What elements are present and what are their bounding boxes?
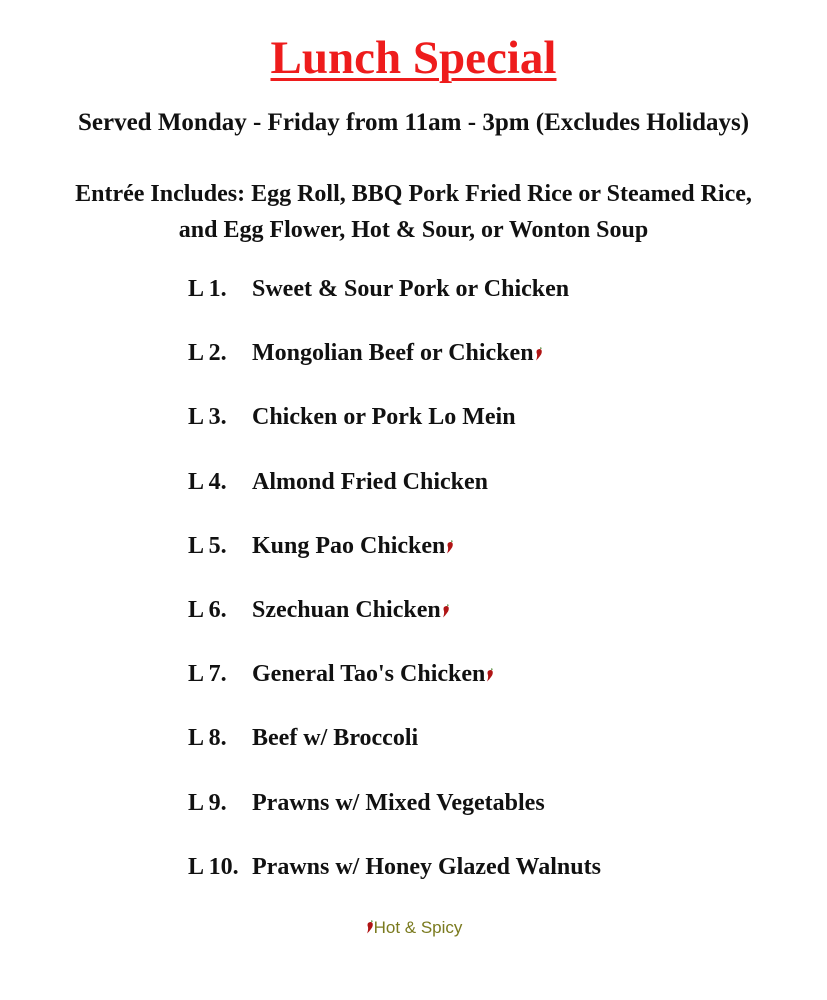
chili-pepper-icon [486, 668, 494, 682]
menu-item-number: L 7. [188, 661, 227, 688]
menu-item-name: Beef w/ Broccoli [252, 725, 419, 752]
menu-item [188, 529, 708, 593]
page-title [0, 28, 827, 88]
spicy-legend [0, 916, 827, 940]
includes-line-1: Entrée Includes: Egg Roll, BBQ Pork Fried Rice or Steamed Rice, [75, 181, 752, 207]
menu-item-number: L 2. [188, 340, 227, 367]
menu-item-name: Mongolian Beef or Chicken [252, 340, 534, 367]
title-text: Lunch Special [270, 32, 557, 84]
legend-label: Hot & Spicy [373, 918, 463, 937]
menu-item [188, 400, 708, 464]
menu-item [188, 657, 708, 721]
menu-item [188, 786, 708, 850]
menu-item-number: L 1. [188, 276, 227, 302]
menu-item-name: Szechuan Chicken [252, 596, 441, 623]
chili-pepper-icon [442, 604, 450, 618]
menu-item [188, 336, 708, 400]
menu-item-name: Chicken or Pork Lo Mein [252, 404, 516, 431]
menu-item-number: L 5. [188, 532, 227, 559]
menu-item-name: Kung Pao Chicken [252, 532, 446, 559]
chili-pepper-icon [366, 920, 374, 934]
entree-includes [0, 176, 827, 248]
menu-item-name: Almond Fried Chicken [252, 468, 489, 495]
menu-item [188, 272, 708, 336]
menu-item-number: L 10. [188, 853, 239, 880]
menu-item-name: General Tao's Chicken [252, 661, 486, 688]
serving-hours: Served Monday - Friday from 11am - 3pm (Excludes Holidays) [77, 109, 750, 136]
menu-item-name: Sweet & Sour Pork or Chicken [252, 276, 570, 302]
menu-item-name: Prawns w/ Mixed Vegetables [252, 789, 545, 816]
menu-item [188, 721, 708, 785]
chili-pepper-icon [535, 347, 543, 361]
menu-item-number: L 9. [188, 789, 227, 816]
menu-item-number: L 3. [188, 404, 227, 431]
menu-item-number: L 8. [188, 725, 227, 752]
menu-item [188, 850, 708, 914]
menu-item-name: Prawns w/ Honey Glazed Walnuts [252, 853, 601, 880]
menu-item-number: L 4. [188, 468, 227, 495]
includes-line-2: and Egg Flower, Hot & Sour, or Wonton Soup [178, 217, 649, 243]
menu-item [188, 465, 708, 529]
menu-list [188, 272, 708, 914]
menu-item-number: L 6. [188, 596, 227, 623]
chili-pepper-icon [446, 540, 454, 554]
menu-item [188, 593, 708, 657]
